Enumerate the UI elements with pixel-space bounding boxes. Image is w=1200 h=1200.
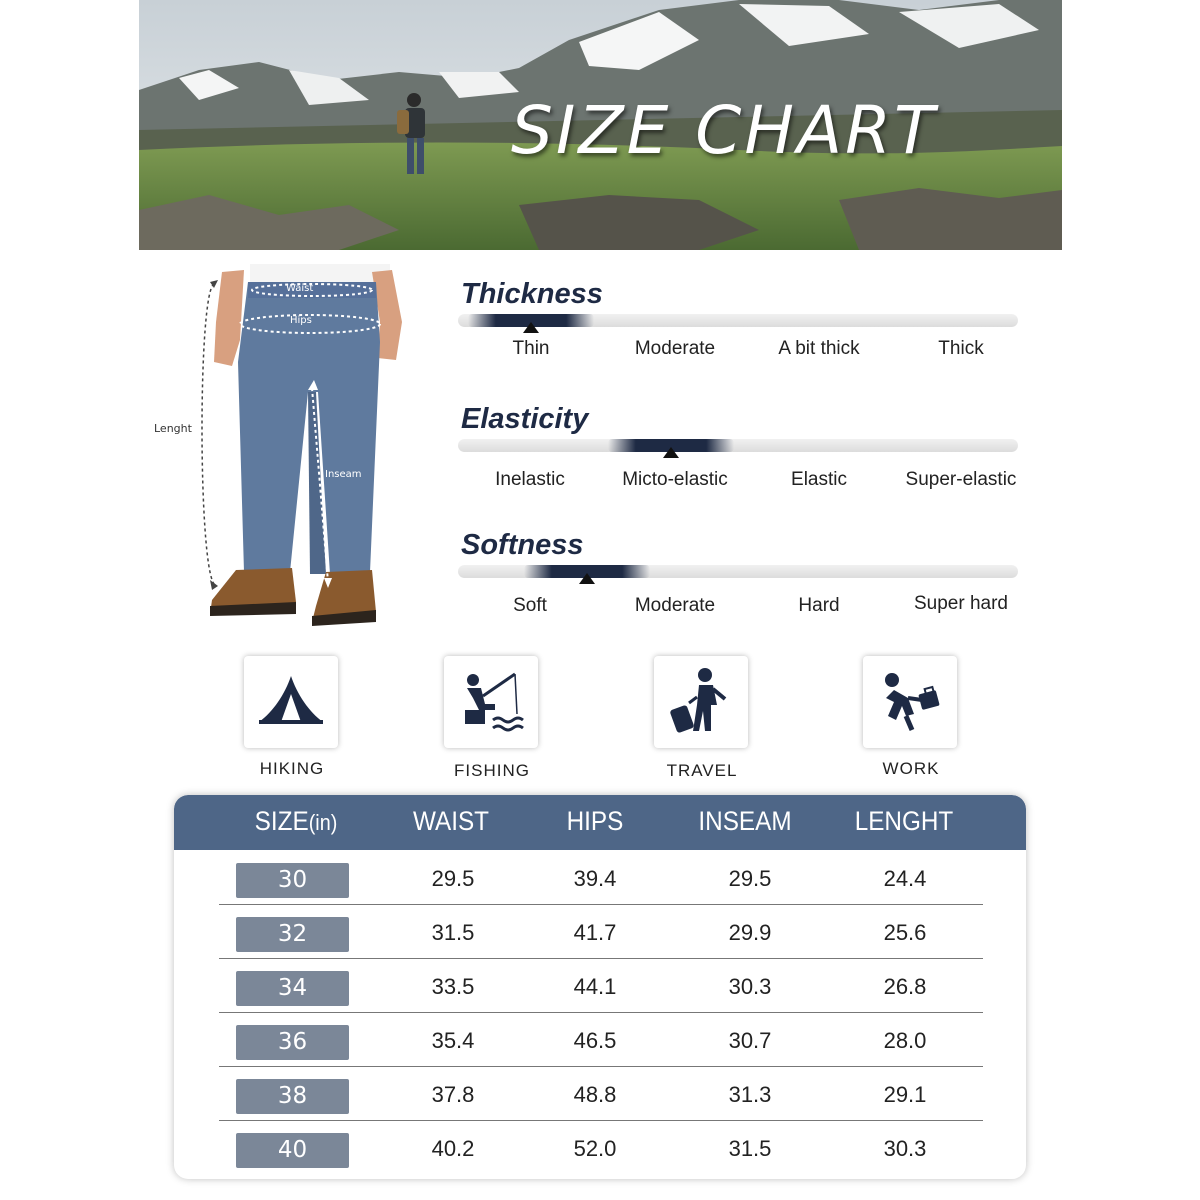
thickness-scale bbox=[458, 278, 1020, 388]
work-card bbox=[863, 656, 957, 748]
fishing-card bbox=[444, 656, 538, 748]
hiking-card bbox=[244, 656, 338, 748]
elasticity-track bbox=[458, 439, 1018, 452]
elasticity-scale bbox=[458, 403, 1020, 513]
hips-cell: 39.4 bbox=[573, 866, 617, 891]
hips-cell: 44.1 bbox=[573, 974, 617, 999]
table-row bbox=[174, 1121, 1026, 1175]
fishing-icon bbox=[453, 670, 529, 734]
hips-cell: 52.0 bbox=[573, 1136, 617, 1161]
table-row bbox=[174, 1067, 1026, 1121]
thickness-pointer bbox=[523, 322, 539, 333]
inseam-cell: 29.9 bbox=[728, 920, 772, 945]
softness-title: Softness bbox=[461, 529, 584, 561]
thickness-option: Thin bbox=[512, 338, 550, 359]
table-row bbox=[174, 851, 1026, 905]
softness-scale bbox=[458, 529, 1020, 639]
hips-cell: 41.7 bbox=[573, 920, 617, 945]
travel-card bbox=[654, 656, 748, 748]
activity-hiking bbox=[244, 656, 340, 778]
table-row bbox=[174, 1013, 1026, 1067]
pants-illustration bbox=[140, 262, 420, 634]
size-table bbox=[174, 795, 1026, 1179]
elasticity-option: Super-elastic bbox=[905, 469, 1017, 490]
elasticity-option: Elastic bbox=[791, 469, 847, 490]
inseam-cell: 30.3 bbox=[728, 974, 772, 999]
length-label: Lenght bbox=[154, 422, 192, 435]
activity-travel bbox=[654, 656, 750, 780]
work-label: WORK bbox=[882, 759, 940, 778]
activity-work bbox=[863, 656, 959, 778]
thickness-option: Thick bbox=[938, 338, 984, 359]
table-row bbox=[174, 959, 1026, 1013]
inseam-label: Inseam bbox=[325, 469, 362, 480]
inseam-cell: 31.3 bbox=[728, 1082, 772, 1107]
header-length: LENGHT bbox=[854, 806, 954, 836]
table-row bbox=[174, 905, 1026, 959]
length-cell: 25.6 bbox=[883, 920, 927, 945]
header-size bbox=[242, 806, 350, 837]
pants-figure bbox=[140, 262, 420, 634]
softness-option: Moderate bbox=[634, 595, 716, 616]
softness-option: Super hard bbox=[913, 593, 1008, 614]
hips-cell: 48.8 bbox=[573, 1082, 617, 1107]
size-badge: 34 bbox=[236, 971, 349, 1006]
length-cell: 29.1 bbox=[883, 1082, 927, 1107]
softness-option: Soft bbox=[513, 595, 547, 616]
elasticity-option: Inelastic bbox=[495, 469, 565, 490]
header-inseam: INSEAM bbox=[698, 806, 792, 836]
activity-fishing bbox=[444, 656, 540, 780]
waist-cell: 40.2 bbox=[431, 1136, 475, 1161]
length-cell: 28.0 bbox=[883, 1028, 927, 1053]
size-badge: 32 bbox=[236, 917, 349, 952]
size-badge: 38 bbox=[236, 1079, 349, 1114]
header-hips: HIPS bbox=[566, 806, 624, 836]
thickness-option: Moderate bbox=[634, 338, 716, 359]
softness-pointer bbox=[579, 573, 595, 584]
fishing-label: FISHING bbox=[454, 761, 530, 780]
hips-cell: 46.5 bbox=[573, 1028, 617, 1053]
elasticity-title: Elasticity bbox=[461, 403, 589, 435]
size-badge: 30 bbox=[236, 863, 349, 898]
header-waist: WAIST bbox=[412, 806, 490, 836]
waist-label: Waist bbox=[286, 283, 314, 294]
softness-option: Hard bbox=[798, 595, 840, 616]
length-cell: 24.4 bbox=[883, 866, 927, 891]
waist-cell: 31.5 bbox=[431, 920, 475, 945]
inseam-cell: 29.5 bbox=[728, 866, 772, 891]
length-cell: 30.3 bbox=[883, 1136, 927, 1161]
length-cell: 26.8 bbox=[883, 974, 927, 999]
elasticity-option: Micto-elastic bbox=[622, 469, 728, 490]
waist-cell: 33.5 bbox=[431, 974, 475, 999]
waist-cell: 37.8 bbox=[431, 1082, 475, 1107]
inseam-cell: 30.7 bbox=[728, 1028, 772, 1053]
hips-label: Hips bbox=[290, 315, 312, 326]
size-badge: 40 bbox=[236, 1133, 349, 1168]
commuter-icon bbox=[878, 670, 942, 734]
hiking-label: HIKING bbox=[259, 759, 325, 778]
header-size-label: SIZE bbox=[254, 806, 309, 836]
thickness-option: A bit thick bbox=[778, 338, 860, 359]
header-size-unit: (in) bbox=[308, 810, 338, 835]
thickness-title: Thickness bbox=[461, 278, 603, 310]
banner-photo bbox=[139, 0, 1062, 250]
waist-cell: 29.5 bbox=[431, 866, 475, 891]
elasticity-pointer bbox=[663, 447, 679, 458]
tent-icon bbox=[255, 672, 327, 732]
size-badge: 36 bbox=[236, 1025, 349, 1060]
travel-label: TRAVEL bbox=[666, 761, 738, 780]
table-header bbox=[174, 795, 1026, 850]
inseam-cell: 31.5 bbox=[728, 1136, 772, 1161]
traveler-icon bbox=[669, 667, 733, 737]
waist-cell: 35.4 bbox=[431, 1028, 475, 1053]
size-chart-title: SIZE CHART bbox=[511, 92, 938, 169]
